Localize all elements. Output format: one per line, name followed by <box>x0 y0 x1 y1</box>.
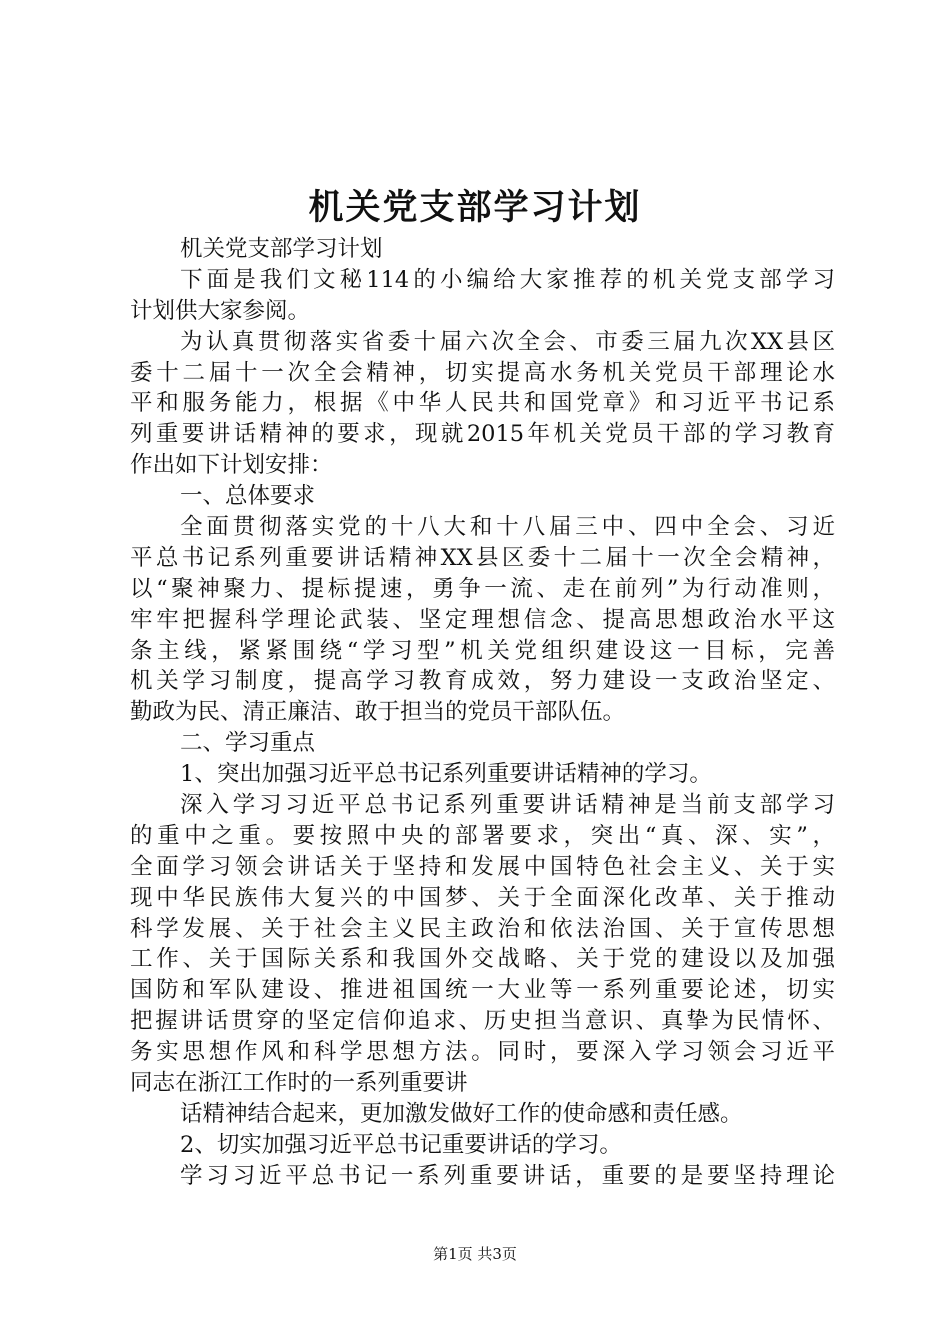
text-line: 的重中之重。要按照中央的部署要求，突出“真、深、实”， <box>130 822 835 849</box>
text-line: 话精神结合起来，更加激发做好工作的使命感和责任感。 <box>180 1100 743 1127</box>
text-line: 1、突出加强习近平总书记系列重要讲话精神的学习。 <box>180 761 712 788</box>
text-line: 深入学习习近平总书记系列重要讲话精神是当前支部学习 <box>180 792 835 819</box>
text-line: 下面是我们文秘114的小编给大家推荐的机关党支部学习 <box>180 266 835 293</box>
text-line: 一、总体要求 <box>180 483 316 510</box>
text-line: 学习习近平总书记一系列重要讲话，重要的是要坚持理论 <box>180 1162 835 1189</box>
page-title: 机关党支部学习计划 <box>308 187 642 228</box>
text-line: 列重要讲话精神的要求，现就2015年机关党员干部的学习教育 <box>130 421 835 448</box>
text-line: 工作、关于国际关系和我国外交战略、关于党的建设以及加强 <box>130 946 835 973</box>
text-line: 2、切实加强习近平总书记重要讲话的学习。 <box>180 1131 622 1158</box>
text-line: 条主线，紧紧围绕“学习型”机关党组织建设这一目标，完善 <box>130 637 835 664</box>
text-line: 科学发展、关于社会主义民主政治和依法治国、关于宣传思想 <box>130 915 835 942</box>
text-line: 牢牢把握科学理论武装、坚定理想信念、提高思想政治水平这 <box>130 606 835 633</box>
text-line: 务实思想作风和科学思想方法。同时，要深入学习领会习近平 <box>130 1039 835 1066</box>
text-line: 全面学习领会讲话关于坚持和发展中国特色社会主义、关于实 <box>130 853 835 880</box>
text-line: 勤政为民、清正廉洁、敢于担当的党员干部队伍。 <box>130 699 626 726</box>
text-line: 二、学习重点 <box>180 730 316 757</box>
text-line: 把握讲话贯穿的坚定信仰追求、历史担当意识、真挚为民情怀、 <box>130 1008 835 1035</box>
text-line: 为认真贯彻落实省委十届六次全会、市委三届九次XX县区 <box>180 328 835 355</box>
text-line: 现中华民族伟大复兴的中国梦、关于全面深化改革、关于推动 <box>130 884 835 911</box>
page-footer: 第1页 共3页 <box>433 1245 517 1263</box>
text-line: 计划供大家参阅。 <box>130 297 311 324</box>
text-line: 委十二届十一次全会精神，切实提高水务机关党员干部理论水 <box>130 359 835 386</box>
text-line: 机关学习制度，提高学习教育成效，努力建设一支政治坚定、 <box>130 668 835 695</box>
text-line: 国防和军队建设、推进祖国统一大业等一系列重要论述，切实 <box>130 977 835 1004</box>
text-line: 作出如下计划安排： <box>130 452 333 479</box>
text-line: 以“聚神聚力、提标提速，勇争一流、走在前列”为行动准则， <box>130 575 835 602</box>
text-line: 平总书记系列重要讲话精神XX县区委十二届十一次全会精神， <box>130 544 835 571</box>
document-body <box>130 234 835 1192</box>
text-line: 平和服务能力，根据《中华人民共和国党章》和习近平书记系 <box>130 390 835 417</box>
text-line: 机关党支部学习计划 <box>180 236 383 262</box>
text-line: 全面贯彻落实党的十八大和十八届三中、四中全会、习近 <box>180 514 835 541</box>
text-line: 同志在浙江工作时的一系列重要讲 <box>130 1070 468 1097</box>
